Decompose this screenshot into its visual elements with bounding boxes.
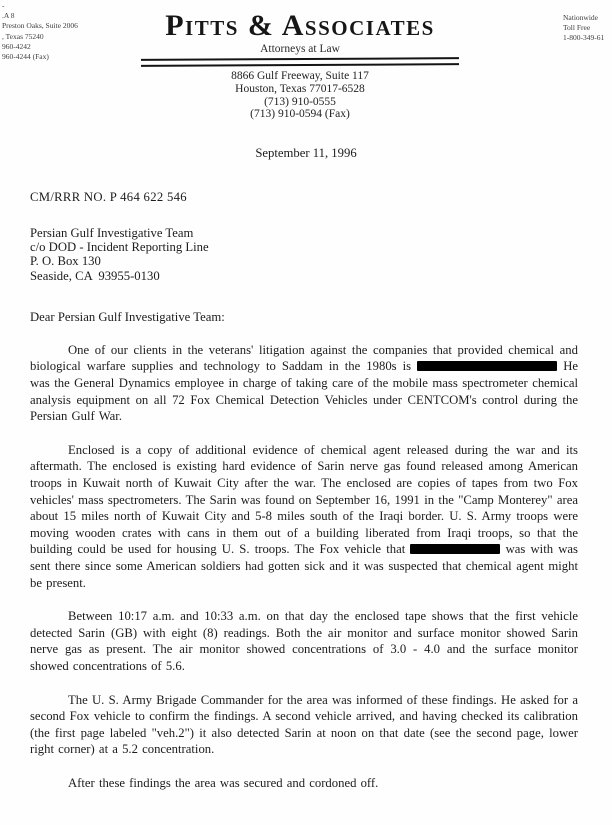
letter-paragraphs — [30, 342, 578, 792]
recipient-address-line: c/o DOD - Incident Reporting Line — [30, 240, 209, 255]
recipient-address-block — [30, 226, 578, 283]
office-address-line: 960-4242 — [2, 41, 31, 51]
redaction-bar — [410, 544, 500, 554]
tollfree-line: 1-800-349-61 — [563, 33, 605, 43]
houston-office-block — [90, 70, 510, 121]
letter-paragraph: After these findings the area was secured and cordoned off. — [68, 775, 379, 790]
office-address-line: 8866 Gulf Freeway, Suite 117 — [231, 70, 369, 82]
salutation: Dear Persian Gulf Investigative Team: — [30, 309, 225, 324]
letter-body — [30, 190, 578, 791]
office-address-line: Preston Oaks, Suite 2006 — [2, 21, 78, 31]
tollfree-block — [563, 13, 612, 44]
certified-mail-number: CM/RRR NO. P 464 622 546 — [30, 190, 187, 204]
letter-paragraph: One of our clients in the veterans' litigation against the companies that provided chemical and biological warfare supplies and technology to Saddam in the 1980s is He was the General Dynamics employee in charge of taking care of the mobile mass spectrometer chemical analysis equipment on all 72 Fox Chemical Detection Vehicles under CENTCOM's control during the Persian Gulf War. — [30, 342, 578, 424]
dallas-office-block — [2, 1, 78, 62]
redaction-bar — [417, 361, 557, 371]
tollfree-line: Toll Free — [563, 23, 591, 33]
office-address-line: (713) 910-0555 — [264, 95, 336, 108]
tollfree-line: Nationwide — [563, 13, 598, 22]
recipient-address-line: Persian Gulf Investigative Team — [30, 226, 194, 240]
office-address-line: - — [2, 1, 5, 10]
firm-name: Pitts & Associates — [165, 9, 435, 42]
office-address-line: .A 8 — [2, 11, 15, 21]
recipient-address-line: P. O. Box 130 — [30, 254, 101, 269]
letter-paragraph: The U. S. Army Brigade Commander for the area was informed of these findings. He asked for a second Fox vehicle to confirm the findings. A second vehicle arrived, and having checked its calibration (the first page labeled "veh.2") it also detected Sarin at noon on that date (see the second page, lower right corner) at a 5.2 concentration. — [30, 692, 578, 757]
recipient-address-line: Seaside, CA 93955-0130 — [30, 268, 160, 283]
letter-date: September 11, 1996 — [255, 146, 357, 160]
office-address-line: (713) 910-0594 (Fax) — [250, 108, 350, 121]
office-address-line: , Texas 75240 — [2, 31, 44, 41]
letter-paragraph: Between 10:17 a.m. and 10:33 a.m. on that day the enclosed tape shows that the first vehicle detected Sarin (GB) with eight (8) readings. Both the air monitor and surface monitor showed Sarin nerve gas as present. The air monitor showed concentrations of 3.0 - 4.0 and the surface monitor showed concentrations of 5.6. — [30, 609, 578, 673]
office-address-line: 960-4244 (Fax) — [2, 52, 49, 62]
firm-tagline: Attorneys at Law — [260, 43, 340, 55]
letterhead-divider — [141, 57, 459, 67]
letter-paragraph: Enclosed is a copy of additional evidence of chemical agent released during the war and its aftermath. The enclosed is existing hard evidence of Sarin nerve gas found released among American troops in Kuwait north of Kuwait City after the war. The enclosed are copies of tapes from two Fox vehicles' mass spectrometers. The Sarin was found on September 16, 1991 in the "Camp Monterey" area about 15 miles north of Kuwait City and 5-8 miles south of the Iraqi border. U. S. Army troops were moving wooden crates with cans in them out of a building liberated from Iraqi troops, so that the building could be used for housing U. S. troops. The Fox vehicle that was with was sent there since some American soldiers had gotten sick and it was suspected that chemical agent might be present. — [30, 442, 578, 590]
letterhead — [90, 10, 510, 121]
office-address-line: Houston, Texas 77017-6528 — [235, 82, 365, 95]
